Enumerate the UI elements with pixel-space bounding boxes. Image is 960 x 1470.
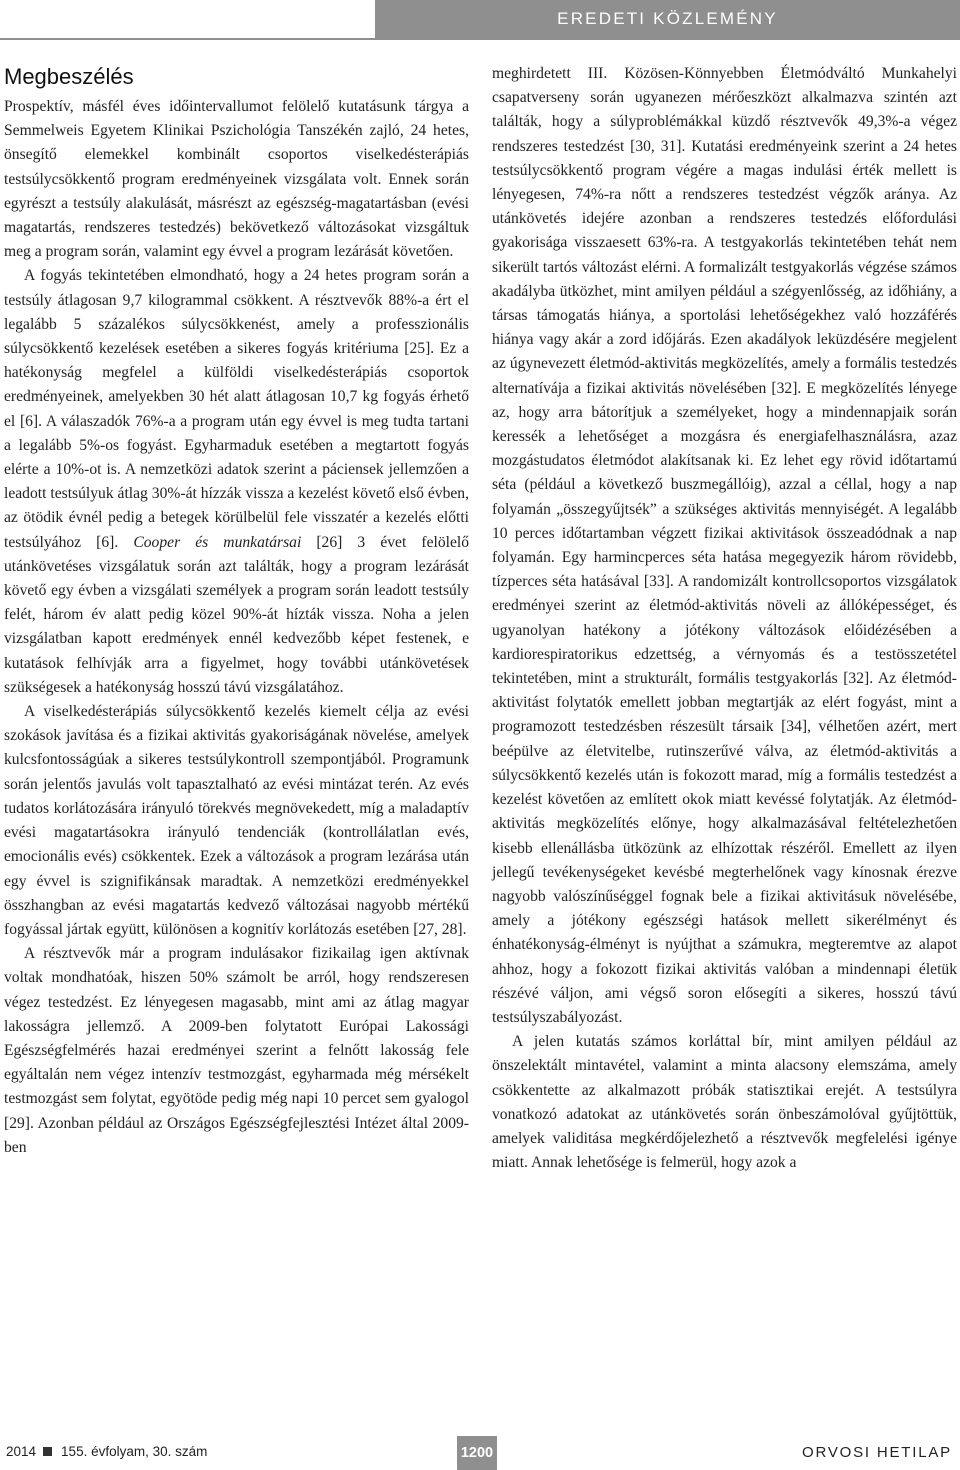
square-bullet-icon bbox=[43, 1447, 52, 1456]
page-footer bbox=[0, 1436, 960, 1470]
paragraph: Prospektív, másfél éves időintervallumot felölelő kutatásunk tárgya a Semmelweis Egyetem Klinikai Pszichológia Tanszékén zajló, 24 hetes, önsegítő elemekkel kombinált csoportos viselkedésterápiás testsúlycsökkentő program eredményeinek vizsgálata volt. Ennek során egyrészt a testsúly alakulását, másrészt az egészség-magatartásban (evési magatartás, rendszeres testedzés) bekövetkező változásokat vizsgáltuk meg a program során, valamint egy évvel a program lezárását követően. bbox=[4, 98, 469, 261]
year: 2014 bbox=[6, 1444, 37, 1459]
left-column bbox=[4, 62, 469, 1160]
paragraph: A résztvevők már a program indulásakor fizikailag igen aktívnak voltak mondhatóak, hiszen 50% számolt be arról, hogy rendszeresen végez testedzést. Ez lényegesen magasabb, mint ami az átlag magyar lakosságra jellemző. A 2009-ben folytatott Európai Lakossági Egészségfelmérés hazai eredményei szerint a felnőtt lakosság fele egyáltalán nem végez intenzív testmozgást, egyharmada még mérsékelt testmozgást sem folytat, egyötöde pedig még napi 10 percet sem gyalogol [29]. Azonban például az Országos Egészségfejlesztési Intézet által 2009-ben bbox=[4, 945, 469, 1156]
paragraph: A viselkedésterápiás súlycsökkentő kezelés kiemelt célja az evési szokások javítása és a fizikai aktivitás gyakoriságának növelése, amelyek kulcsfontosságúak a sikeres testsúlykontroll szempontjából. Programunk során jelentős javulás volt tapasztalható az evési mintázat terén. Az evés tudatos korlátozására irányuló törekvés megnövekedett, míg a maladaptív evési magatartásokra irányuló tendenciák (kontrollálatlan evés, emocionális evés) csökkentek. Ezek a változások a program lezárása után egy évvel is szignifikánsak maradtak. A nemzetközi eredményekkel összhangban az evési magatartás kedvező változásai nagyobb mértékű fogyással jártak együtt, különösen a kognitív korlátozás esetében [27, 28]. bbox=[4, 703, 469, 938]
paragraph bbox=[4, 264, 469, 700]
journal-name: ORVOSI HETILAP bbox=[802, 1444, 952, 1461]
header-rule bbox=[0, 38, 960, 40]
issue-info bbox=[6, 1444, 207, 1459]
paragraph-text: [26] 3 évet felölelő utánkövetéses vizsgálatuk során azt találták, hogy a program lezárását követő egy évben a vizsgálati személyek a program során leadott testsúly felét, három év alatt pedig közel 90%-át hízták vissza. Noha a jelen vizsgálatban kapott eredmények ennél kedvezőbb képet festenek, e kutatások felhívják arra a figyelmet, hogy további utánkövetések szükségesek a hatékonyság hosszú távú vizsgálatához. bbox=[4, 533, 469, 696]
author-reference: Cooper és munkatársai bbox=[133, 533, 302, 551]
paragraph: meghirdetett III. Közösen-Könnyebben Életmódváltó Munkahelyi csapatverseny során ugyanezen mérőeszközt alkalmazva szintén azt találták, hogy a súlyproblémákkal küzdő résztvevők 49,3%-a végez rendszeres testedzést [30, 31]. Kutatási eredményeink szerint a 24 hetes testsúlycsökkentő program végére a magas indulási érték mellett is lényegesen, 74%-ra nőtt a rendszeres testedzést végzők aránya. Az utánkövetés idejére azonban a rendszeres testedzés előfordulási gyakorisága visszaesett 63%-ra. A testgyakorlás tekintetében tehát nem sikerült tartós változást elérni. A formalizált testgyakorlás végzése számos akadályba ütközhet, mint amilyen például a szégyenlősség, az időhiány, a társas támogatás hiánya, a sportolási lehetőségekhez való hozzáférés hiánya vagy akár a zord időjárás. Ezen akadályok leküzdésére megjelent az úgynevezett életmód-aktivitás megközelítés, amely a formális testedzés alternatívája a fizikai aktivitás növelésében [32]. E megközelítés lényege az, hogy arra bátorítjuk a személyeket, hogy a mindennapjaik során keressék a lehetőséget a mozgásra és energiafelhasználásra, azaz mozgástudatos életmódot alakítsanak ki. Ez lehet egy rövid időtartamú séta (például a következő buszmegállóig), azzal a céllal, hogy a nap folyamán „összegyűjtsék” a szükséges aktivitás mennyiségét. A legalább 10 perces időtartamban végzett fizikai aktivitások összeadódnak a nap folyamán. Egy harmincperces séta hatása megegyezik három rövidebb, tízperces séta hatásával [33]. A randomizált kontrollcsoportos vizsgálatok eredményei szerint az életmód-aktivitás növeli az állóképességet, és ugyanolyan hatékony a jótékony változások előidézésében a kardiorespiratorikus edzettség, a vérnyomás és a testösszetétel tekintetében, mint a strukturált, formális testgyakorlás [32]. Az életmód-aktivitást folytatók emellett jobban megtartják az elért fogyást, mint a programozott testedzésben részesült társaik [34], vélhetően azért, mert beépülve az életvitelbe, rutinszerűvé válva, az életmód-aktivitás a súlycsökkentő kezelés után is fokozott marad, míg a formális testedzést a kezelést követően az említett okok miatt kevéssé folytatják. Az életmód-aktivitás megközelítés előnye, hogy alkalmazásával feltételezhetően kisebb ellenállásba ütközünk az elhízottak részéről. Emellett az ilyen jellegű tevékenységeket kevésbé megterhelőnek vagy kínosnak érezve nagyobb valószínűséggel fognak bele a fizikai aktivitásuk növelésébe, amely a jótékony egészségi hatások mellett sikerélményt és énhatékonyság-élményt is nyújthat a számukra, megteremtve az alapot ahhoz, hogy a fokozott fizikai aktivitás valóban a mindennapi életük részévé váljon, ami végső soron elősegíti a sikeres, hosszú távú testsúlyszabályozást. bbox=[492, 65, 957, 1026]
page-header bbox=[0, 0, 960, 40]
paragraph: A jelen kutatás számos korláttal bír, mint amilyen például az önszelektált mintavétel, valamint a minta alacsony elemszáma, amely csökkentette az alkalmazott próbák statisztikai erejét. A testsúlyra vonatkozó adatokat az utánkövetés során önbeszámolóval gyűjtöttük, amelyek validitása megkérdőjelezhető a résztvevők megfelelési igénye miatt. Annak lehetősége is felmerül, hogy azok a bbox=[492, 1033, 957, 1172]
section-label: EREDETI KÖZLEMÉNY bbox=[375, 0, 960, 38]
issue: 155. évfolyam, 30. szám bbox=[61, 1444, 208, 1459]
page-number: 1200 bbox=[457, 1436, 497, 1470]
right-column bbox=[492, 62, 957, 1175]
section-title: Megbeszélés bbox=[4, 64, 134, 89]
paragraph-text: A fogyás tekintetében elmondható, hogy a 24 hetes program során a testsúly átlagosan 9,7 kilogrammal csökkent. A résztvevők 88%-a ért el legalább 5 százalékos súlycsökkenést, amely a professzionális súlycsökkentő kezelések esetében a sikeres fogyás kritériuma [25]. Ez a hatékonyság megfelel a külföldi viselkedésterápiás csoportok eredményeinek, amelyekben 30 hét alatt átlagosan 10,7 kg fogyás érhető el [6]. A válaszadók 76%-a a program után egy évvel is meg tudta tartani a legalább 5%-os fogyást. Egyharmaduk esetében a megtartott fogyás elérte a 10%-ot is. A nemzetközi adatok szerint a páciensek jellemzően a leadott testsúlyuk átlag 30%-át hízzák vissza a kezelést követő első évben, az ötödik évnél pedig a betegek körülbelül fele visszatér a kezelés előtti testsúlyához [6]. bbox=[4, 267, 469, 551]
